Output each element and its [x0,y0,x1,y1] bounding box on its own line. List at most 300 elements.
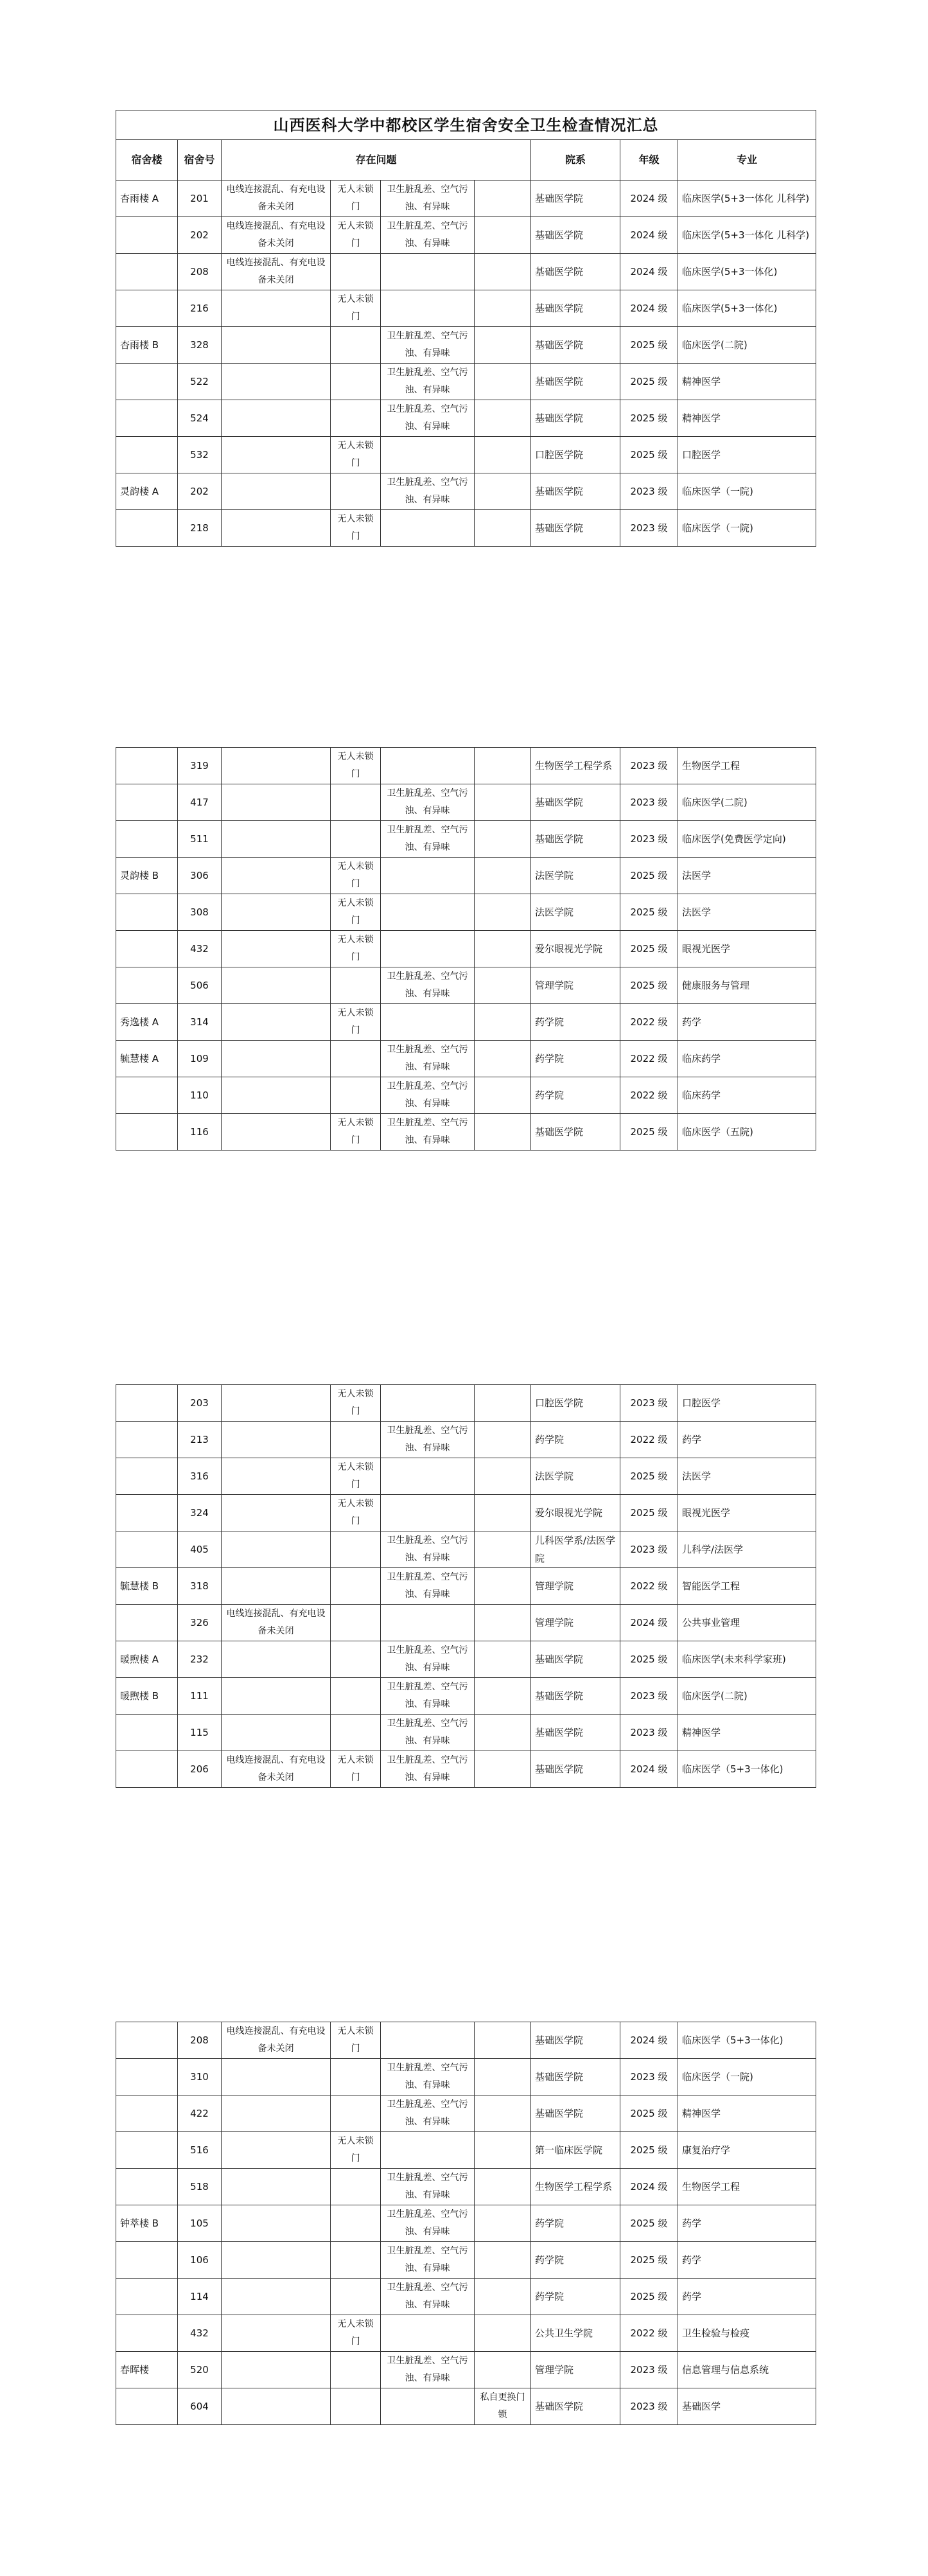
cell-college: 基础医学院 [531,784,620,821]
cell-issue-hygiene: 卫生脏乱差、空气污浊、有异味 [381,217,475,254]
cell-major: 临床医学(免费医学定向) [678,821,816,858]
cell-issue-hygiene: 卫生脏乱差、空气污浊、有异味 [381,400,475,437]
table-row [116,1385,816,1422]
cell-issue-wiring [222,2169,331,2205]
cell-issue-lock-changed [475,1004,531,1041]
cell-room: 604 [178,2388,222,2425]
cell-room: 216 [178,290,222,327]
cell-issue-lock-changed [475,1531,531,1568]
cell-issue-lock-changed [475,821,531,858]
cell-building [116,437,178,473]
cell-issue-hygiene: 卫生脏乱差、空气污浊、有异味 [381,327,475,364]
cell-issue-lock-changed [475,748,531,784]
table-row [116,748,816,784]
table-row [116,327,816,364]
header-room: 宿舍号 [178,140,222,181]
cell-issue-lock-changed [475,931,531,967]
cell-building [116,510,178,547]
cell-room: 518 [178,2169,222,2205]
cell-grade: 2025 级 [620,858,678,894]
cell-issue-lock-changed [475,1458,531,1495]
cell-issue-unlocked [331,254,381,290]
cell-grade: 2024 级 [620,181,678,217]
cell-issue-hygiene [381,290,475,327]
table-row [116,2315,816,2352]
cell-major: 临床医学(二院) [678,1678,816,1715]
cell-issue-hygiene: 卫生脏乱差、空气污浊、有异味 [381,1422,475,1458]
cell-issue-unlocked: 无人未锁门 [331,1751,381,1788]
cell-college: 基础医学院 [531,290,620,327]
cell-major: 药学 [678,1422,816,1458]
cell-room: 405 [178,1531,222,1568]
cell-issue-wiring [222,2352,331,2388]
table-row [116,1041,816,1077]
cell-major: 法医学 [678,894,816,931]
table-row [116,2095,816,2132]
cell-issue-wiring: 电线连接混乱、有充电设备未关闭 [222,2022,331,2059]
cell-room: 318 [178,1568,222,1605]
cell-room: 232 [178,1641,222,1678]
cell-major: 药学 [678,1004,816,1041]
cell-room: 522 [178,364,222,400]
cell-major: 眼视光医学 [678,931,816,967]
cell-issue-hygiene [381,510,475,547]
cell-college: 管理学院 [531,1605,620,1641]
cell-college: 口腔医学院 [531,1385,620,1422]
table-row [116,437,816,473]
cell-building: 毓慧楼 A [116,1041,178,1077]
cell-grade: 2023 级 [620,2059,678,2095]
cell-issue-hygiene: 卫生脏乱差、空气污浊、有异味 [381,2059,475,2095]
report-section-1 [116,110,816,547]
cell-issue-unlocked: 无人未锁门 [331,894,381,931]
cell-room: 422 [178,2095,222,2132]
cell-college: 基础医学院 [531,821,620,858]
table-row [116,2059,816,2095]
cell-college: 基础医学院 [531,181,620,217]
cell-college: 基础医学院 [531,1678,620,1715]
table-row [116,1422,816,1458]
cell-issue-wiring [222,1422,331,1458]
cell-major: 法医学 [678,858,816,894]
cell-issue-wiring [222,1568,331,1605]
cell-issue-wiring [222,2059,331,2095]
cell-issue-lock-changed [475,2242,531,2279]
table-row [116,2205,816,2242]
cell-college: 药学院 [531,1041,620,1077]
cell-college: 基础医学院 [531,400,620,437]
cell-issue-wiring: 电线连接混乱、有充电设备未关闭 [222,1751,331,1788]
cell-issue-wiring [222,858,331,894]
cell-grade: 2024 级 [620,254,678,290]
cell-issue-wiring [222,2095,331,2132]
cell-major: 基础医学 [678,2388,816,2425]
cell-issue-lock-changed [475,1605,531,1641]
cell-issue-unlocked [331,2388,381,2425]
cell-room: 206 [178,1751,222,1788]
cell-issue-lock-changed [475,254,531,290]
cell-room: 114 [178,2279,222,2315]
cell-issue-unlocked [331,1641,381,1678]
cell-major: 康复治疗学 [678,2132,816,2169]
cell-grade: 2023 级 [620,1678,678,1715]
cell-grade: 2023 级 [620,473,678,510]
table-row [116,290,816,327]
cell-college: 基础医学院 [531,254,620,290]
cell-major: 生物医学工程 [678,2169,816,2205]
table-row [116,821,816,858]
header-issues: 存在问题 [222,140,531,181]
cell-building [116,2169,178,2205]
cell-major: 临床医学(二院) [678,784,816,821]
cell-issue-wiring [222,1678,331,1715]
cell-major: 临床药学 [678,1041,816,1077]
cell-room: 511 [178,821,222,858]
cell-building [116,1531,178,1568]
cell-issue-wiring [222,967,331,1004]
cell-building [116,784,178,821]
cell-room: 213 [178,1422,222,1458]
cell-major: 临床医学（5+3一体化) [678,2022,816,2059]
cell-room: 201 [178,181,222,217]
cell-room: 109 [178,1041,222,1077]
cell-room: 116 [178,1114,222,1151]
cell-major: 健康服务与管理 [678,967,816,1004]
cell-grade: 2024 级 [620,2022,678,2059]
cell-grade: 2022 级 [620,1041,678,1077]
cell-issue-unlocked [331,1531,381,1568]
cell-issue-wiring: 电线连接混乱、有充电设备未关闭 [222,1605,331,1641]
cell-college: 第一临床医学院 [531,2132,620,2169]
cell-issue-wiring [222,1715,331,1751]
cell-building [116,1495,178,1531]
table-row [116,2242,816,2279]
cell-issue-hygiene [381,437,475,473]
cell-room: 310 [178,2059,222,2095]
cell-issue-wiring [222,510,331,547]
cell-college: 药学院 [531,1004,620,1041]
cell-room: 111 [178,1678,222,1715]
cell-issue-wiring [222,364,331,400]
table-row [116,181,816,217]
header-major: 专业 [678,140,816,181]
cell-issue-unlocked [331,400,381,437]
cell-major: 精神医学 [678,2095,816,2132]
cell-issue-wiring [222,1458,331,1495]
cell-grade: 2025 级 [620,2132,678,2169]
table-row [116,400,816,437]
cell-issue-wiring [222,1641,331,1678]
cell-building [116,1422,178,1458]
cell-issue-wiring [222,821,331,858]
table-row [116,1751,816,1788]
cell-college: 法医学院 [531,894,620,931]
cell-issue-wiring [222,1077,331,1114]
cell-building: 钟萃楼 B [116,2205,178,2242]
cell-issue-wiring [222,931,331,967]
cell-issue-hygiene [381,894,475,931]
cell-college: 爱尔眼视光学院 [531,1495,620,1531]
cell-grade: 2025 级 [620,2242,678,2279]
cell-room: 316 [178,1458,222,1495]
cell-major: 药学 [678,2205,816,2242]
cell-grade: 2025 级 [620,1641,678,1678]
table-row [116,1531,816,1568]
cell-issue-unlocked [331,1422,381,1458]
cell-building: 杏雨楼 A [116,181,178,217]
cell-building [116,894,178,931]
cell-grade: 2023 级 [620,1531,678,1568]
cell-building [116,290,178,327]
cell-college: 管理学院 [531,1568,620,1605]
cell-major: 口腔医学 [678,1385,816,1422]
cell-issue-unlocked [331,967,381,1004]
cell-major: 儿科学/法医学 [678,1531,816,1568]
cell-major: 临床医学(5+3一体化 儿科学) [678,217,816,254]
cell-issue-unlocked [331,2242,381,2279]
cell-issue-lock-changed [475,181,531,217]
cell-building [116,400,178,437]
cell-grade: 2024 级 [620,1751,678,1788]
cell-building [116,821,178,858]
cell-issue-unlocked: 无人未锁门 [331,748,381,784]
cell-building [116,1385,178,1422]
cell-room: 524 [178,400,222,437]
cell-issue-unlocked: 无人未锁门 [331,510,381,547]
cell-room: 314 [178,1004,222,1041]
cell-issue-unlocked: 无人未锁门 [331,1004,381,1041]
cell-issue-wiring [222,437,331,473]
cell-grade: 2025 级 [620,1458,678,1495]
cell-grade: 2025 级 [620,931,678,967]
cell-major: 临床药学 [678,1077,816,1114]
table-row [116,2352,816,2388]
cell-building [116,2132,178,2169]
header-college: 院系 [531,140,620,181]
cell-major: 药学 [678,2279,816,2315]
cell-issue-hygiene: 卫生脏乱差、空气污浊、有异味 [381,1568,475,1605]
header-building: 宿舍楼 [116,140,178,181]
cell-college: 药学院 [531,1422,620,1458]
cell-issue-wiring: 电线连接混乱、有充电设备未关闭 [222,254,331,290]
cell-room: 110 [178,1077,222,1114]
cell-issue-lock-changed [475,894,531,931]
cell-room: 417 [178,784,222,821]
cell-building [116,254,178,290]
cell-grade: 2023 级 [620,1385,678,1422]
cell-issue-lock-changed [475,2315,531,2352]
cell-building [116,2095,178,2132]
cell-issue-lock-changed [475,2169,531,2205]
cell-college: 基础医学院 [531,327,620,364]
cell-grade: 2025 级 [620,2095,678,2132]
cell-issue-hygiene: 卫生脏乱差、空气污浊、有异味 [381,1077,475,1114]
cell-issue-unlocked [331,473,381,510]
inspection-table-part-2 [116,747,816,1151]
cell-issue-lock-changed [475,2022,531,2059]
cell-college: 法医学院 [531,1458,620,1495]
cell-issue-lock-changed [475,1641,531,1678]
table-row [116,364,816,400]
cell-building [116,1458,178,1495]
cell-issue-lock-changed [475,510,531,547]
table-row [116,217,816,254]
cell-issue-lock-changed [475,1568,531,1605]
cell-issue-lock-changed [475,784,531,821]
cell-issue-lock-changed [475,1495,531,1531]
cell-issue-lock-changed [475,1041,531,1077]
inspection-table-part-4 [116,2022,816,2425]
cell-major: 临床医学(5+3一体化 儿科学) [678,181,816,217]
cell-room: 208 [178,2022,222,2059]
table-row [116,1077,816,1114]
cell-building: 春晖楼 [116,2352,178,2388]
cell-grade: 2025 级 [620,400,678,437]
table-row [116,473,816,510]
cell-major: 卫生检验与检疫 [678,2315,816,2352]
cell-issue-unlocked [331,364,381,400]
cell-grade: 2023 级 [620,821,678,858]
table-row [116,858,816,894]
cell-building [116,2279,178,2315]
cell-issue-hygiene [381,2132,475,2169]
cell-college: 基础医学院 [531,2388,620,2425]
cell-issue-lock-changed [475,967,531,1004]
cell-issue-wiring [222,894,331,931]
cell-room: 203 [178,1385,222,1422]
cell-building [116,364,178,400]
cell-grade: 2025 级 [620,1495,678,1531]
cell-college: 药学院 [531,2279,620,2315]
cell-building: 灵韵楼 A [116,473,178,510]
cell-building [116,2022,178,2059]
cell-issue-unlocked [331,2205,381,2242]
cell-building [116,217,178,254]
cell-major: 临床医学（一院) [678,2059,816,2095]
cell-issue-hygiene: 卫生脏乱差、空气污浊、有异味 [381,1751,475,1788]
cell-issue-wiring: 电线连接混乱、有充电设备未关闭 [222,181,331,217]
cell-issue-wiring [222,2242,331,2279]
cell-college: 基础医学院 [531,217,620,254]
cell-issue-wiring [222,2205,331,2242]
cell-building [116,1605,178,1641]
cell-major: 精神医学 [678,364,816,400]
cell-grade: 2022 级 [620,1568,678,1605]
cell-grade: 2025 级 [620,967,678,1004]
cell-issue-unlocked: 无人未锁门 [331,2315,381,2352]
cell-college: 爱尔眼视光学院 [531,931,620,967]
cell-issue-hygiene [381,931,475,967]
cell-issue-hygiene [381,858,475,894]
cell-issue-hygiene: 卫生脏乱差、空气污浊、有异味 [381,821,475,858]
cell-major: 口腔医学 [678,437,816,473]
report-section-4 [116,2022,816,2425]
cell-issue-hygiene [381,1458,475,1495]
cell-issue-hygiene [381,254,475,290]
cell-college: 生物医学工程学系 [531,748,620,784]
cell-issue-lock-changed [475,2059,531,2095]
cell-major: 精神医学 [678,1715,816,1751]
cell-major: 临床医学(未来科学家班) [678,1641,816,1678]
cell-issue-hygiene: 卫生脏乱差、空气污浊、有异味 [381,2242,475,2279]
cell-issue-unlocked [331,1041,381,1077]
cell-room: 218 [178,510,222,547]
table-row [116,784,816,821]
table-row [116,1114,816,1151]
cell-room: 306 [178,858,222,894]
cell-grade: 2023 级 [620,748,678,784]
cell-issue-lock-changed [475,2132,531,2169]
cell-issue-unlocked [331,821,381,858]
table-row [116,2169,816,2205]
cell-grade: 2023 级 [620,2388,678,2425]
cell-room: 319 [178,748,222,784]
cell-building [116,1751,178,1788]
cell-issue-hygiene: 卫生脏乱差、空气污浊、有异味 [381,784,475,821]
cell-room: 208 [178,254,222,290]
table-row [116,2388,816,2425]
cell-college: 儿科医学系/法医学院 [531,1531,620,1568]
cell-issue-lock-changed [475,217,531,254]
cell-issue-lock-changed [475,1114,531,1151]
table-row [116,1715,816,1751]
cell-grade: 2025 级 [620,2279,678,2315]
cell-issue-hygiene: 卫生脏乱差、空气污浊、有异味 [381,967,475,1004]
cell-building: 杏雨楼 B [116,327,178,364]
cell-issue-lock-changed [475,437,531,473]
cell-issue-lock-changed [475,1077,531,1114]
inspection-table-part-1 [116,110,816,547]
cell-room: 202 [178,217,222,254]
cell-issue-lock-changed [475,2352,531,2388]
cell-building [116,2388,178,2425]
table-row [116,510,816,547]
cell-college: 基础医学院 [531,2059,620,2095]
table-row [116,1495,816,1531]
cell-issue-unlocked: 无人未锁门 [331,1458,381,1495]
cell-room: 202 [178,473,222,510]
cell-issue-unlocked [331,1077,381,1114]
cell-major: 临床医学（一院) [678,510,816,547]
cell-major: 眼视光医学 [678,1495,816,1531]
cell-building: 灵韵楼 B [116,858,178,894]
cell-major: 临床医学（一院) [678,473,816,510]
cell-room: 308 [178,894,222,931]
cell-college: 管理学院 [531,967,620,1004]
cell-issue-wiring [222,1495,331,1531]
cell-major: 临床医学(5+3一体化) [678,254,816,290]
cell-building [116,2242,178,2279]
cell-building: 毓慧楼 B [116,1568,178,1605]
cell-grade: 2025 级 [620,327,678,364]
cell-college: 基础医学院 [531,1715,620,1751]
cell-issue-hygiene: 卫生脏乱差、空气污浊、有异味 [381,364,475,400]
cell-issue-unlocked [331,1715,381,1751]
cell-major: 公共事业管理 [678,1605,816,1641]
cell-building: 暖煦楼 B [116,1678,178,1715]
table-row [116,1568,816,1605]
cell-major: 智能医学工程 [678,1568,816,1605]
cell-issue-lock-changed [475,290,531,327]
cell-issue-lock-changed [475,2205,531,2242]
cell-room: 520 [178,2352,222,2388]
inspection-table-part-3 [116,1384,816,1788]
cell-room: 324 [178,1495,222,1531]
cell-issue-unlocked [331,1678,381,1715]
cell-building: 暖煦楼 A [116,1641,178,1678]
cell-building [116,931,178,967]
cell-building [116,1114,178,1151]
